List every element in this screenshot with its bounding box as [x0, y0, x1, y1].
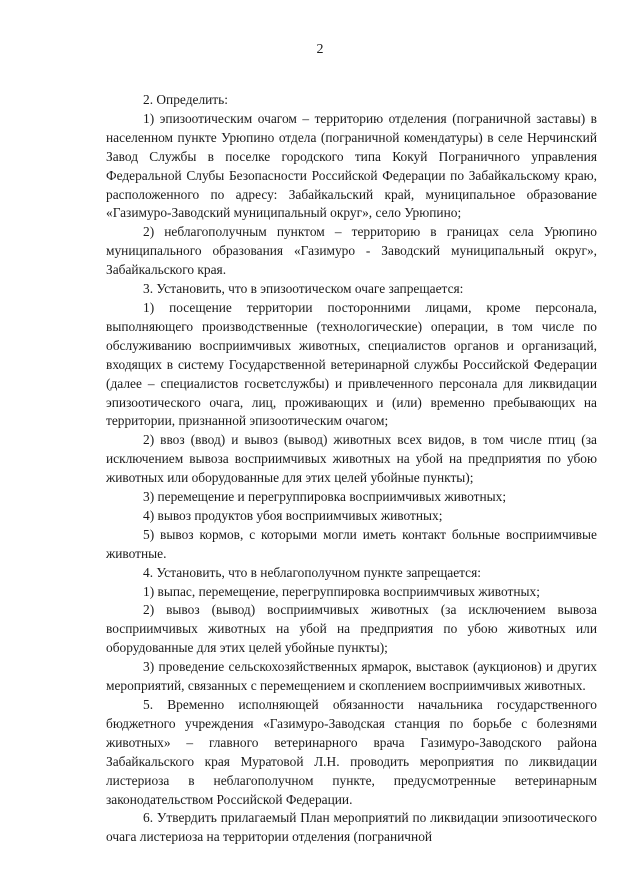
paragraph-2-2-unfavorable-point: 2) неблагополучным пунктом – территорию в границах села Урюпино муниципального образования «Газимуро - Заводский муниципальный округ», Забайкальского края.	[106, 224, 597, 278]
paragraph-5-acting-head: 5. Временно исполняющей обязанности начальника государственного бюджетного учреждения «Газимуро-Заводская станция по борьбе с болезнями животных» – главного ветеринарного врача Газимуро-Заводского района Забайкальского края Муратовой Л.Н. проводить мероприятия по ликвидации листериоза в неблагополучном пункте, предусмотренные ветеринарным законодательством Российской Федерации.	[106, 697, 597, 807]
paragraph-4-establish: 4. Установить, что в неблагополучном пункте запрещается:	[143, 564, 481, 580]
paragraph-2-define: 2. Определить:	[143, 92, 228, 107]
paragraph-3-4-slaughter-products: 4) вывоз продуктов убоя восприимчивых животных;	[143, 507, 443, 523]
paragraph-3-establish: 3. Установить, что в эпизоотическом очаге запрещается:	[143, 281, 464, 297]
paragraph-4-3-fairs: 3) проведение сельскохозяйственных ярмарок, выставок (аукционов) и других мероприятий, связанных с перемещением и скоплением восприимчивых животных.	[106, 659, 597, 694]
page-number: 2	[316, 42, 324, 57]
paragraph-3-2-import-export: 2) ввоз (ввод) и вывоз (вывод) животных всех видов, в том числе птиц (за исключением вывоза восприимчивых животных на убой на предприятия по убою животных или оборудованные для этих целей убойные пункты);	[106, 432, 597, 486]
paragraph-4-2-export: 2) вывоз (вывод) восприимчивых животных (за исключением вывоза восприимчивых животных на убой на предприятия по убою животных или оборудованные для этих целей убойные пункты);	[106, 602, 597, 656]
paragraph-3-1-visits: 1) посещение территории посторонними лицами, кроме персонала, выполняющего производственные (технологические) операции, в том числе по обслуживанию восприимчивых животных, специалистов органов и организаций, входящих в систему Государственной ветеринарной службы Российской Федерации (далее – специалистов госветслужбы) и привлеченного персонала для ликвидации эпизоотического очага, лиц, проживающих и (или) временно пребывающих на территории, признанной эпизоотическим очагом;	[106, 299, 597, 429]
document-body	[106, 91, 597, 847]
paragraph-3-3-movement: 3) перемещение и перегруппировка восприимчивых животных;	[143, 489, 507, 505]
paragraph-6-approve-plan: 6. Утвердить прилагаемый План мероприятий по ликвидации эпизоотического очага листериоза на территории отделения (пограничной	[106, 810, 597, 845]
paragraph-2-1-focus: 1) эпизоотическим очагом – территорию отделения (пограничной заставы) в населенном пункте Урюпино отдела (пограничной комендатуры) в селе Нерчинский Завод Службы в поселке городского типа Кокуй Пограничного управления Федеральной Слубы Безопасности Российской Федерации по Забайкальскому краю, расположенного по адресу: Забайкальский край, муниципальное образование «Газимуро-Заводский муниципальный округ», село Урюпино;	[106, 110, 597, 221]
paragraph-3-5-feed: 5) вывоз кормов, с которыми могли иметь контакт больные восприимчивые животные.	[106, 526, 597, 561]
paragraph-4-1-grazing: 1) выпас, перемещение, перегруппировка восприимчивых животных;	[143, 583, 540, 599]
